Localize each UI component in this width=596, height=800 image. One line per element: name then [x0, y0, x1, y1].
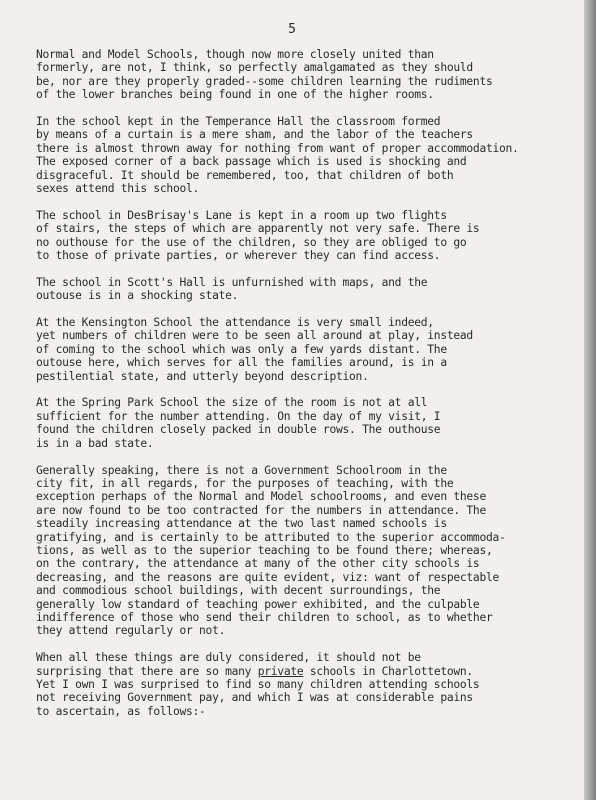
underlined-word: private [257, 664, 304, 678]
paragraph-normal-model-schools: Normal and Model Schools, though now more closely united than formerly, are not, I think, so perfectly amalgamated as they should be, nor are they properly graded--some children learning the rudiments of the lower branches being found in one of the higher rooms. [36, 48, 493, 102]
private-schools-text-end: schools in Charlottetown. Yet I own I was surprised to find so many children attending schools not receiving Government pay, and which I was at considerable pains to ascertain, as follows:- [36, 664, 480, 718]
private-schools-text-start: When all these things are duly considered, it should not be surprising that there are so many [36, 651, 421, 678]
paragraph-private-schools [36, 651, 572, 718]
document-body [36, 48, 572, 718]
paragraph-kensington-school: At the Kensington School the attendance is very small indeed, yet numbers of children were to be seen all around at play, instead of coming to the school which was only a few yards distant. The outouse here, which serves for all the families around, is in a pestilential state, and utterly beyond description. [36, 316, 473, 383]
paragraph-desbrisays-lane: The school in DesBrisay's Lane is kept in a room up two flights of stairs, the steps of which are apparently not very safe. There is no outhouse for the use of the children, so they are obliged to go to those of private parties, or wherever they can find access. [36, 208, 480, 263]
paragraph-scotts-hall: The school in Scott's Hall is unfurnished with maps, and the outouse is in a shocking state. [36, 275, 428, 303]
binding-edge [584, 0, 596, 800]
paragraph-temperance-hall: In the school kept in the Temperance Hall the classroom formed by means of a curtain is a mere sham, and the labor of the teachers there is almost thrown away for nothing from want of proper accommodation. The exposed corner of a back passage which is used is shocking and disgraceful. It should be remembered, too, that children of both sexes attend this school. [36, 115, 519, 196]
paragraph-spring-park-school: At the Spring Park School the size of the room is not at all sufficient for the number attending. On the day of my visit, I found the children closely packed in double rows. The outhouse is in a bad state. [36, 396, 441, 450]
page-number: 5 [288, 22, 296, 37]
paragraph-general-remarks: Generally speaking, there is not a Government Schoolroom in the city fit, in all regards, for the purposes of teaching, with the exception perhaps of the Normal and Model schoolrooms, and even these are now found to be too contracted for the numbers in attendance. The steadily increasing attendance at the two last named schools is gratifying, and is certainly to be attributed to the superior accommoda- tions, as well as to the superior teaching to be found there; whereas, on the contrary, the attendance at many of the other city schools is decreasing, and the reasons are quite evident, viz: want of respectable and commodious school buildings, with decent surroundings, the generally low standard of teaching power exhibited, and the culpable indifference of those who send their children to school, as to whether they attend regularly or not. [36, 463, 506, 638]
